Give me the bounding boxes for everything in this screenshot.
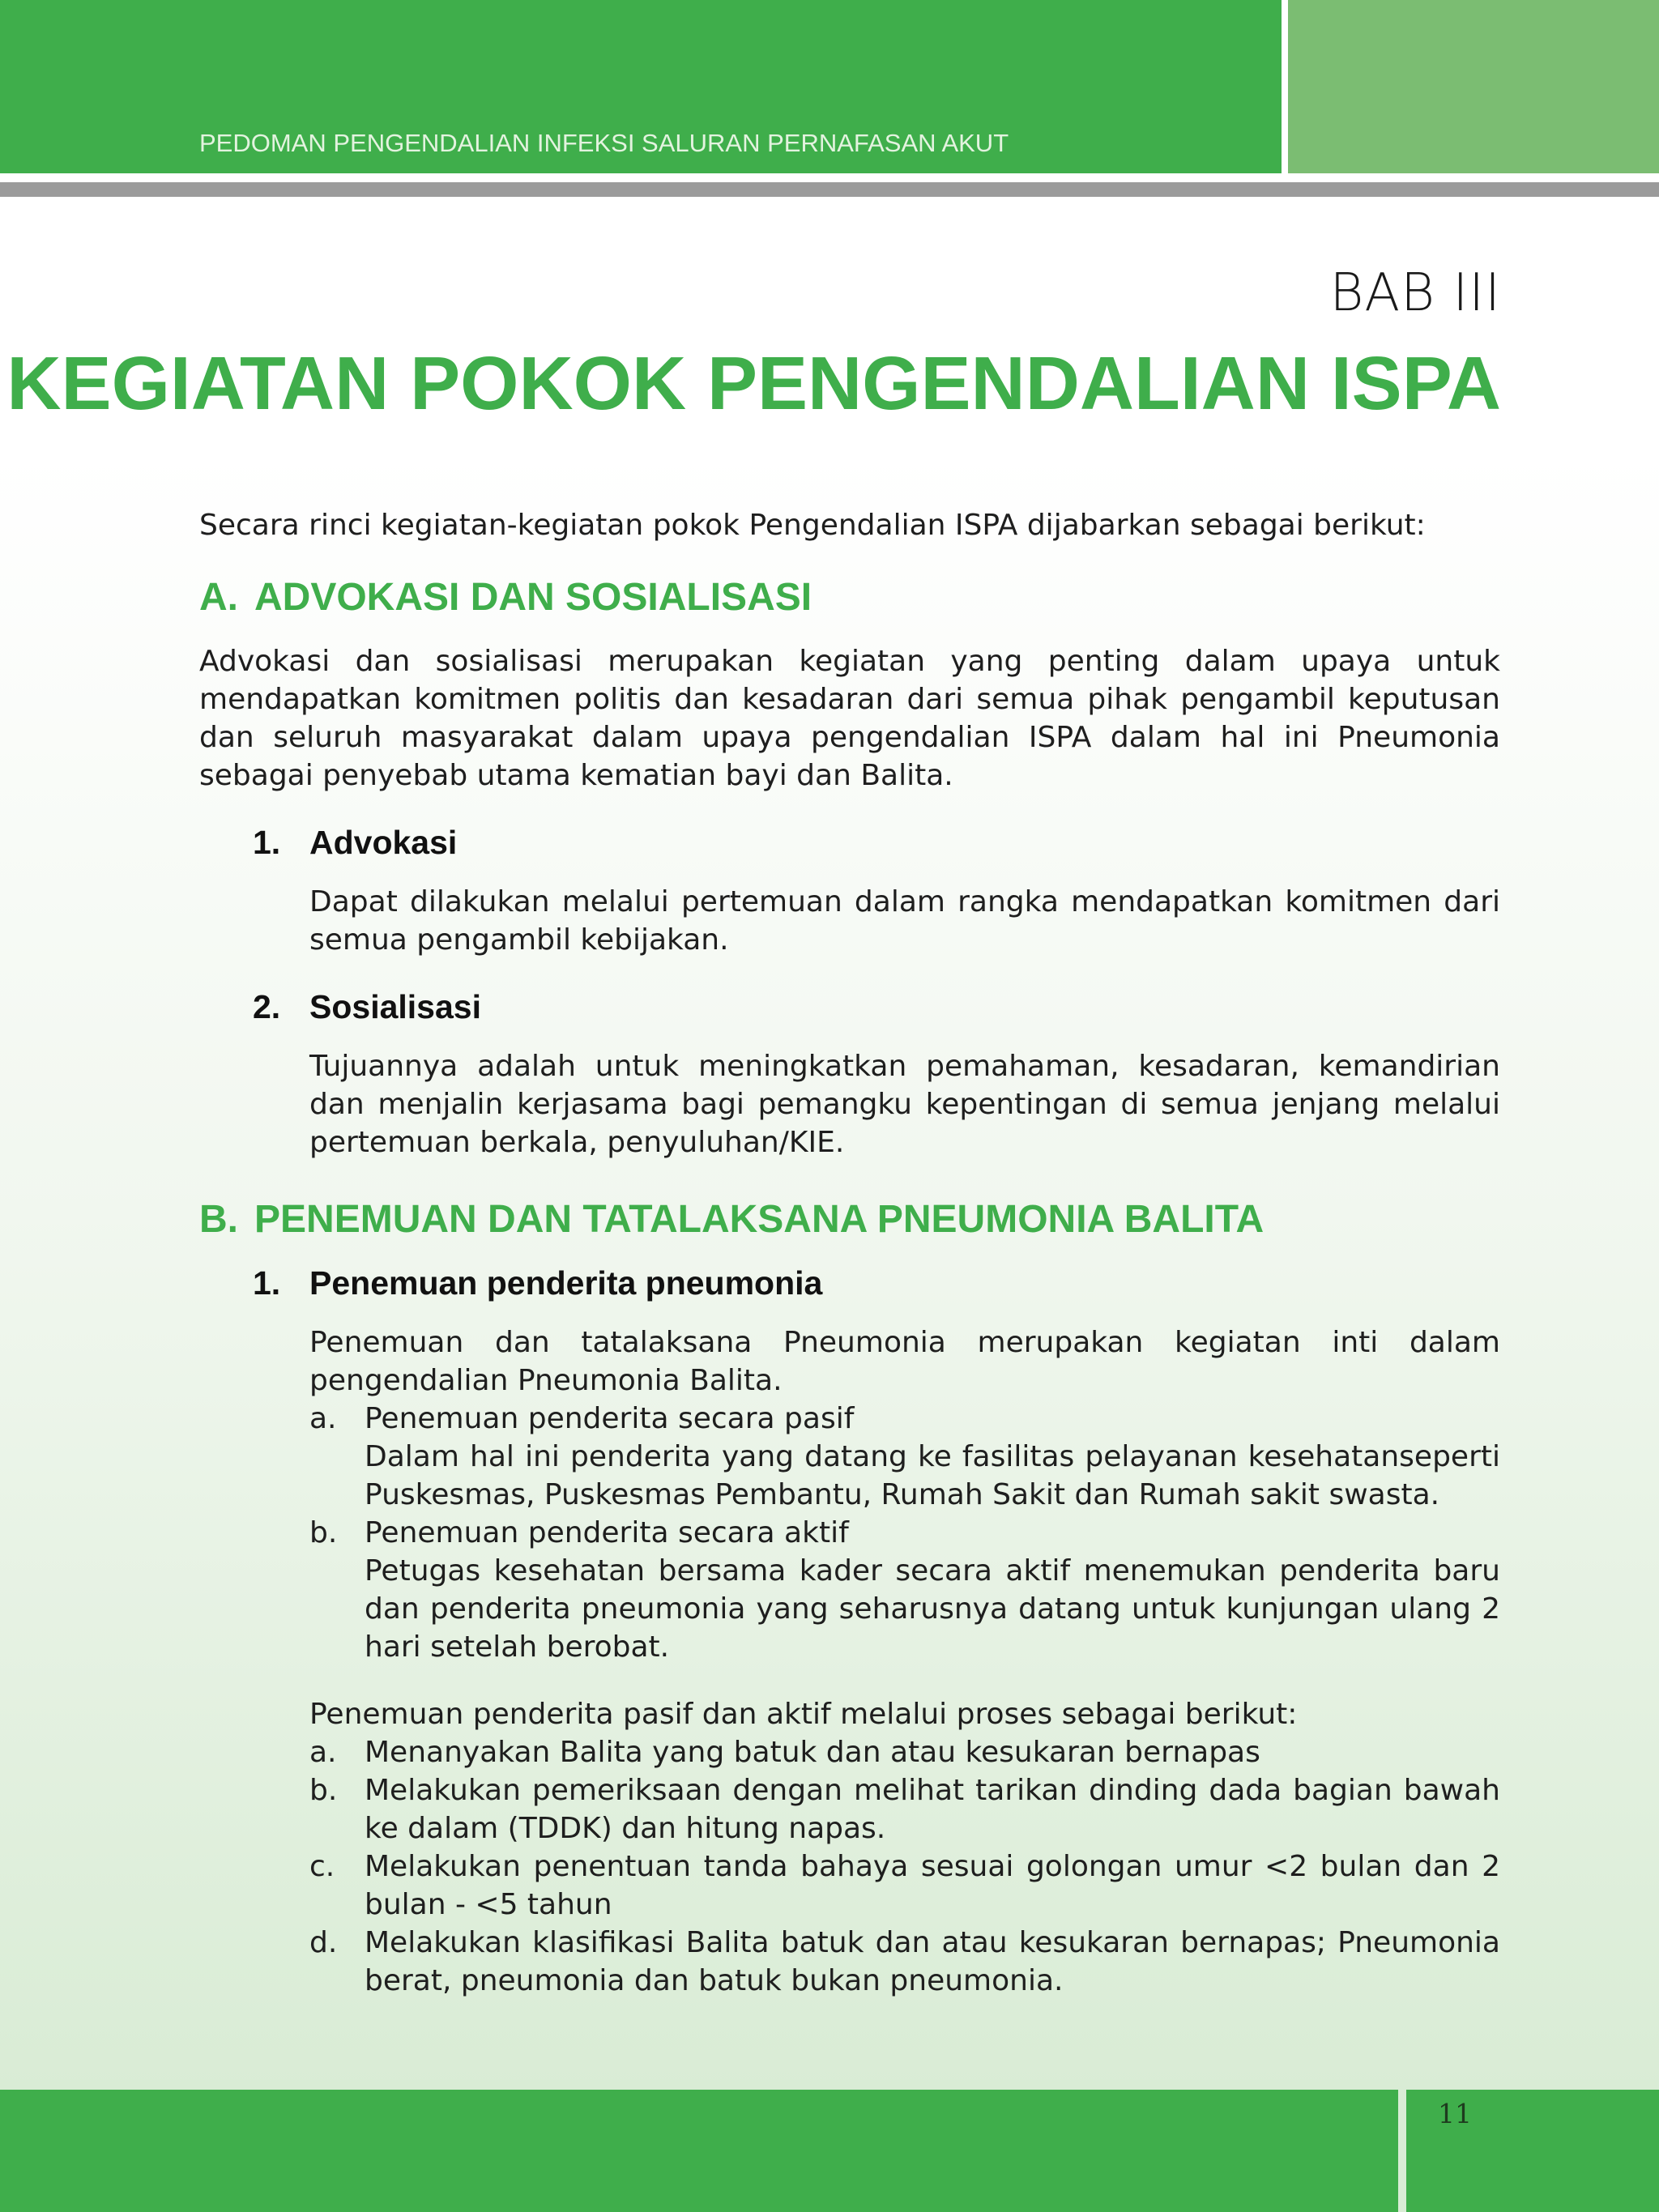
subsection-title: Advokasi bbox=[309, 824, 458, 861]
subsection-number: 1. bbox=[253, 824, 281, 861]
list-item-desc: Dalam hal ini penderita yang datang ke fasilitas pelayanan kesehatanseperti Puskesmas, Puskesmas Pembantu, Rumah Sakit dan Rumah sakit swasta. bbox=[365, 1440, 1500, 1511]
subsection-penemuan-body bbox=[309, 1323, 1500, 2000]
list-marker: c. bbox=[309, 1850, 335, 1883]
list-item bbox=[309, 1771, 1500, 1848]
intro-paragraph: Secara rinci kegiatan-kegiatan pokok Pengendalian ISPA dijabarkan sebagai berikut: bbox=[199, 509, 1426, 542]
list-marker: b. bbox=[309, 1774, 338, 1807]
list-item-text: Melakukan penentuan tanda bahaya sesuai golongan umur <2 bulan dan 2 bulan - <5 tahun bbox=[365, 1850, 1500, 1921]
list-marker: a. bbox=[309, 1402, 337, 1435]
subsection-number: 2. bbox=[253, 988, 281, 1025]
list-item-text: Menanyakan Balita yang batuk dan atau kesukaran bernapas bbox=[365, 1736, 1260, 1769]
list-item bbox=[309, 1924, 1500, 2000]
subsection-sosialisasi-text: Tujuannya adalah untuk meningkatkan pemahaman, kesadaran, kemandirian dan menjalin kerjasama bagi pemangku kepentingan di semua jenjang melalui pertemuan berkala, penyuluhan/KIE. bbox=[309, 1050, 1500, 1159]
section-b-letter: B. bbox=[199, 1198, 238, 1241]
list-item bbox=[309, 1514, 1500, 1666]
section-a-paragraph: Advokasi dan sosialisasi merupakan kegiatan yang penting dalam upaya untuk mendapatkan komitmen politis dan kesadaran dari semua pihak pengambil keputusan dan seluruh masyarakat dalam upaya pengendalian ISPA dalam hal ini Pneumonia sebagai penyebab utama kematian bayi dan Balita. bbox=[199, 645, 1500, 792]
section-b-title: PENEMUAN DAN TATALAKSANA PNEUMONIA BALITA bbox=[254, 1198, 1265, 1241]
list-item-title: Penemuan penderita secara aktif bbox=[365, 1516, 849, 1549]
list-item bbox=[309, 1400, 1500, 1514]
list-item-desc: Petugas kesehatan bersama kader secara aktif menemukan penderita baru dan penderita pneumonia yang seharusnya datang untuk kunjungan ulang 2 hari setelah berobat. bbox=[365, 1554, 1500, 1664]
section-a-letter: A. bbox=[199, 576, 238, 619]
list-item-title: Penemuan penderita secara pasif bbox=[365, 1402, 855, 1435]
list-marker: d. bbox=[309, 1926, 338, 1959]
header-divider bbox=[0, 182, 1659, 197]
list-item bbox=[309, 1848, 1500, 1924]
page-content bbox=[199, 506, 1500, 2000]
list-marker: b. bbox=[309, 1516, 338, 1549]
list-item-text: Melakukan klasifikasi Balita batuk dan atau kesukaran bernapas; Pneumonia berat, pneumonia dan batuk bukan pneumonia. bbox=[365, 1926, 1500, 1997]
section-a-title: ADVOKASI DAN SOSIALISASI bbox=[254, 576, 812, 619]
page-number: 11 bbox=[1438, 2098, 1472, 2129]
subsection-penemuan-heading bbox=[253, 1264, 1500, 1302]
list-marker: a. bbox=[309, 1736, 337, 1769]
subsection-title: Penemuan penderita pneumonia bbox=[309, 1264, 823, 1302]
footer-band bbox=[0, 2090, 1398, 2212]
running-title: PEDOMAN PENGENDALIAN INFEKSI SALURAN PERNAFASAN AKUT bbox=[199, 129, 1009, 157]
penemuan-paragraph: Penemuan dan tatalaksana Pneumonia merupakan kegiatan inti dalam pengendalian Pneumonia Balita. bbox=[309, 1326, 1500, 1397]
subsection-number: 1. bbox=[253, 1264, 281, 1302]
chapter-title: KEGIATAN POKOK PENGENDALIAN ISPA bbox=[6, 341, 1501, 425]
section-a-heading bbox=[199, 575, 1500, 620]
subsection-advokasi-heading bbox=[253, 824, 1500, 862]
chapter-number: BAB III bbox=[1329, 263, 1501, 323]
subsection-title: Sosialisasi bbox=[309, 988, 481, 1025]
process-intro: Penemuan penderita pasif dan aktif melalui proses sebagai berikut: bbox=[309, 1698, 1298, 1731]
list-item bbox=[309, 1733, 1500, 1771]
section-b-heading bbox=[199, 1197, 1500, 1242]
list-item-text: Melakukan pemeriksaan dengan melihat tarikan dinding dada bagian bawah ke dalam (TDDK) dan hitung napas. bbox=[365, 1774, 1500, 1845]
subsection-sosialisasi-heading bbox=[253, 988, 1500, 1026]
subsection-advokasi-text: Dapat dilakukan melalui pertemuan dalam rangka mendapatkan komitmen dari semua pengambil kebijakan. bbox=[309, 885, 1500, 957]
header-accent-block bbox=[1288, 0, 1659, 173]
